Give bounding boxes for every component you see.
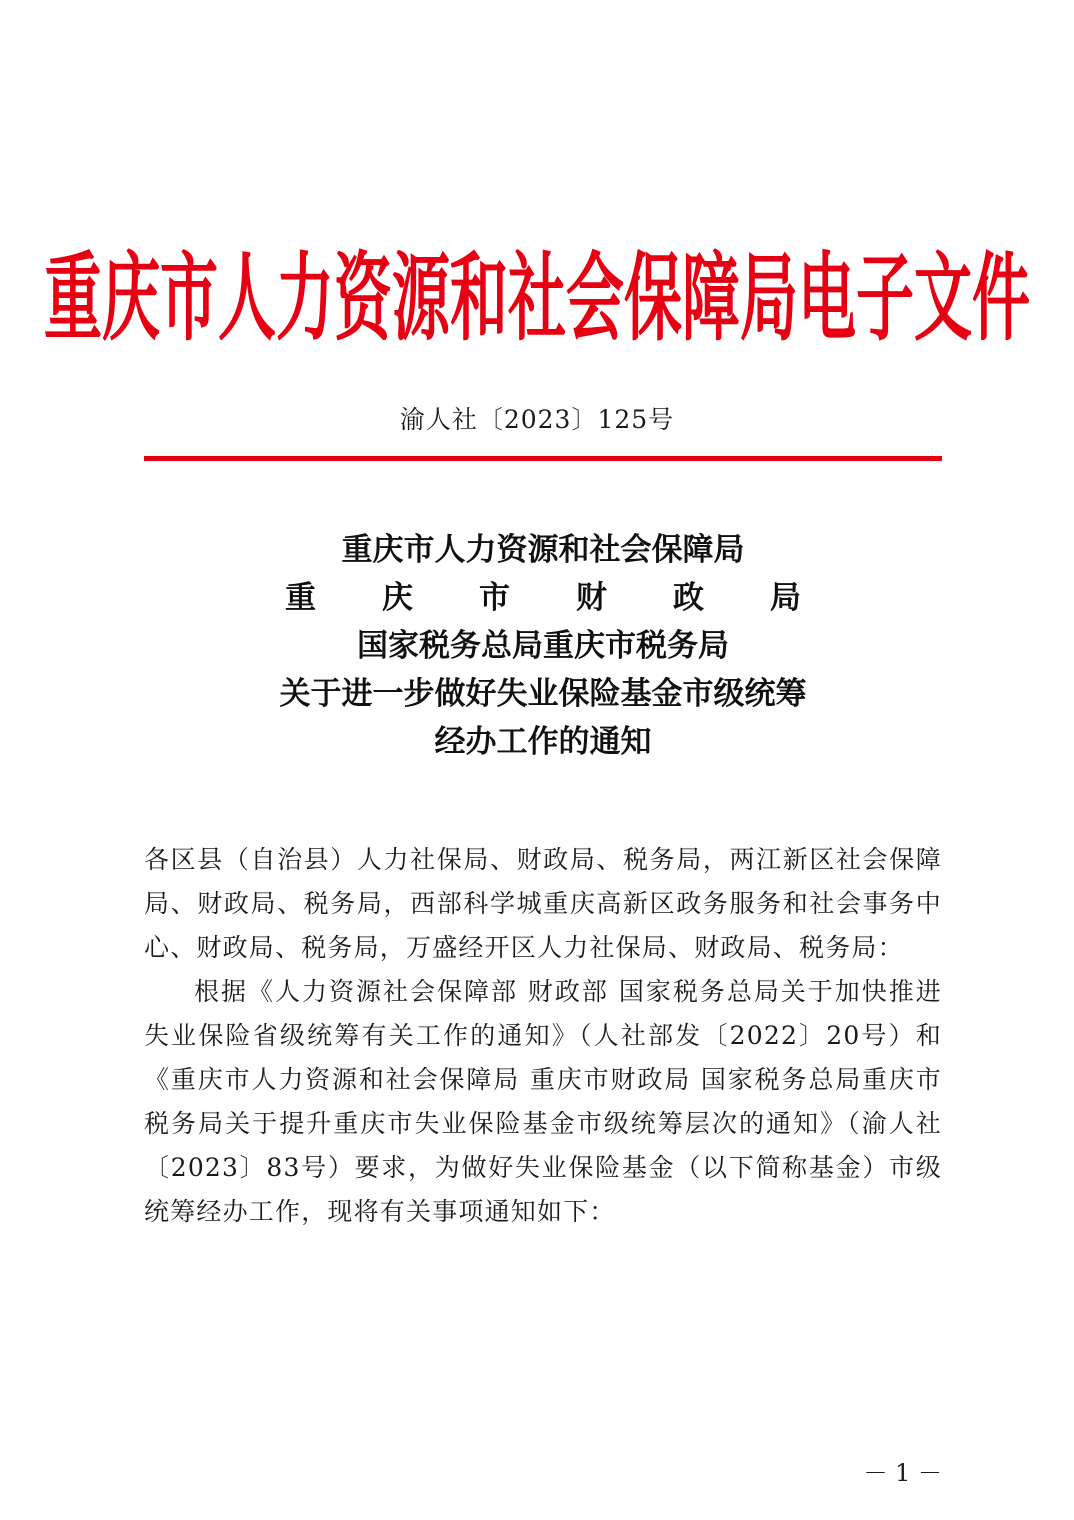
document-title (144, 526, 942, 766)
title-line-2-char: 市 (479, 580, 510, 616)
masthead-title: 重庆市人力资源和社会保障局电子文件 (43, 241, 1030, 355)
title-line-2 (285, 574, 801, 622)
document-number: 渝人社〔2023〕125号 (399, 405, 675, 434)
red-divider-rule (144, 456, 942, 461)
title-line-2-char: 重 (285, 580, 316, 616)
title-line-1: 重庆市人力资源和社会保障局 (341, 532, 745, 568)
title-line-2-char: 局 (770, 580, 801, 616)
title-line-2-char: 政 (673, 580, 704, 616)
body-paragraph-1: 根据《人力资源社会保障部 财政部 国家税务总局关于加快推进失业保险省级统筹有关工作的通知》（人社部发〔2022〕20号）和《重庆市人力资源和社会保障局 重庆市财政局 国家税务总局重庆市税务局关于提升重庆市失业保险基金市级统筹层次的通知》（渝人社〔2023〕83号）要求，为做好失业保险基金（以下简称基金）市级统筹经办工作，现将有关事项通知如下： (144, 977, 942, 1226)
title-line-2-char: 财 (576, 580, 607, 616)
document-body (144, 838, 942, 1234)
title-line-3: 国家税务总局重庆市税务局 (357, 628, 729, 664)
document-masthead (0, 238, 1074, 358)
title-line-4: 关于进一步做好失业保险基金市级统筹 (279, 676, 807, 712)
title-line-5: 经办工作的通知 (434, 724, 652, 760)
title-line-2-char: 庆 (382, 580, 413, 616)
page-number: － 1 － (863, 1459, 942, 1487)
addressee-paragraph: 各区县（自治县）人力社保局、财政局、税务局，两江新区社会保障局、财政局、税务局，西部科学城重庆高新区政务服务和社会事务中心、财政局、税务局，万盛经开区人力社保局、财政局、税务局： (144, 845, 942, 962)
